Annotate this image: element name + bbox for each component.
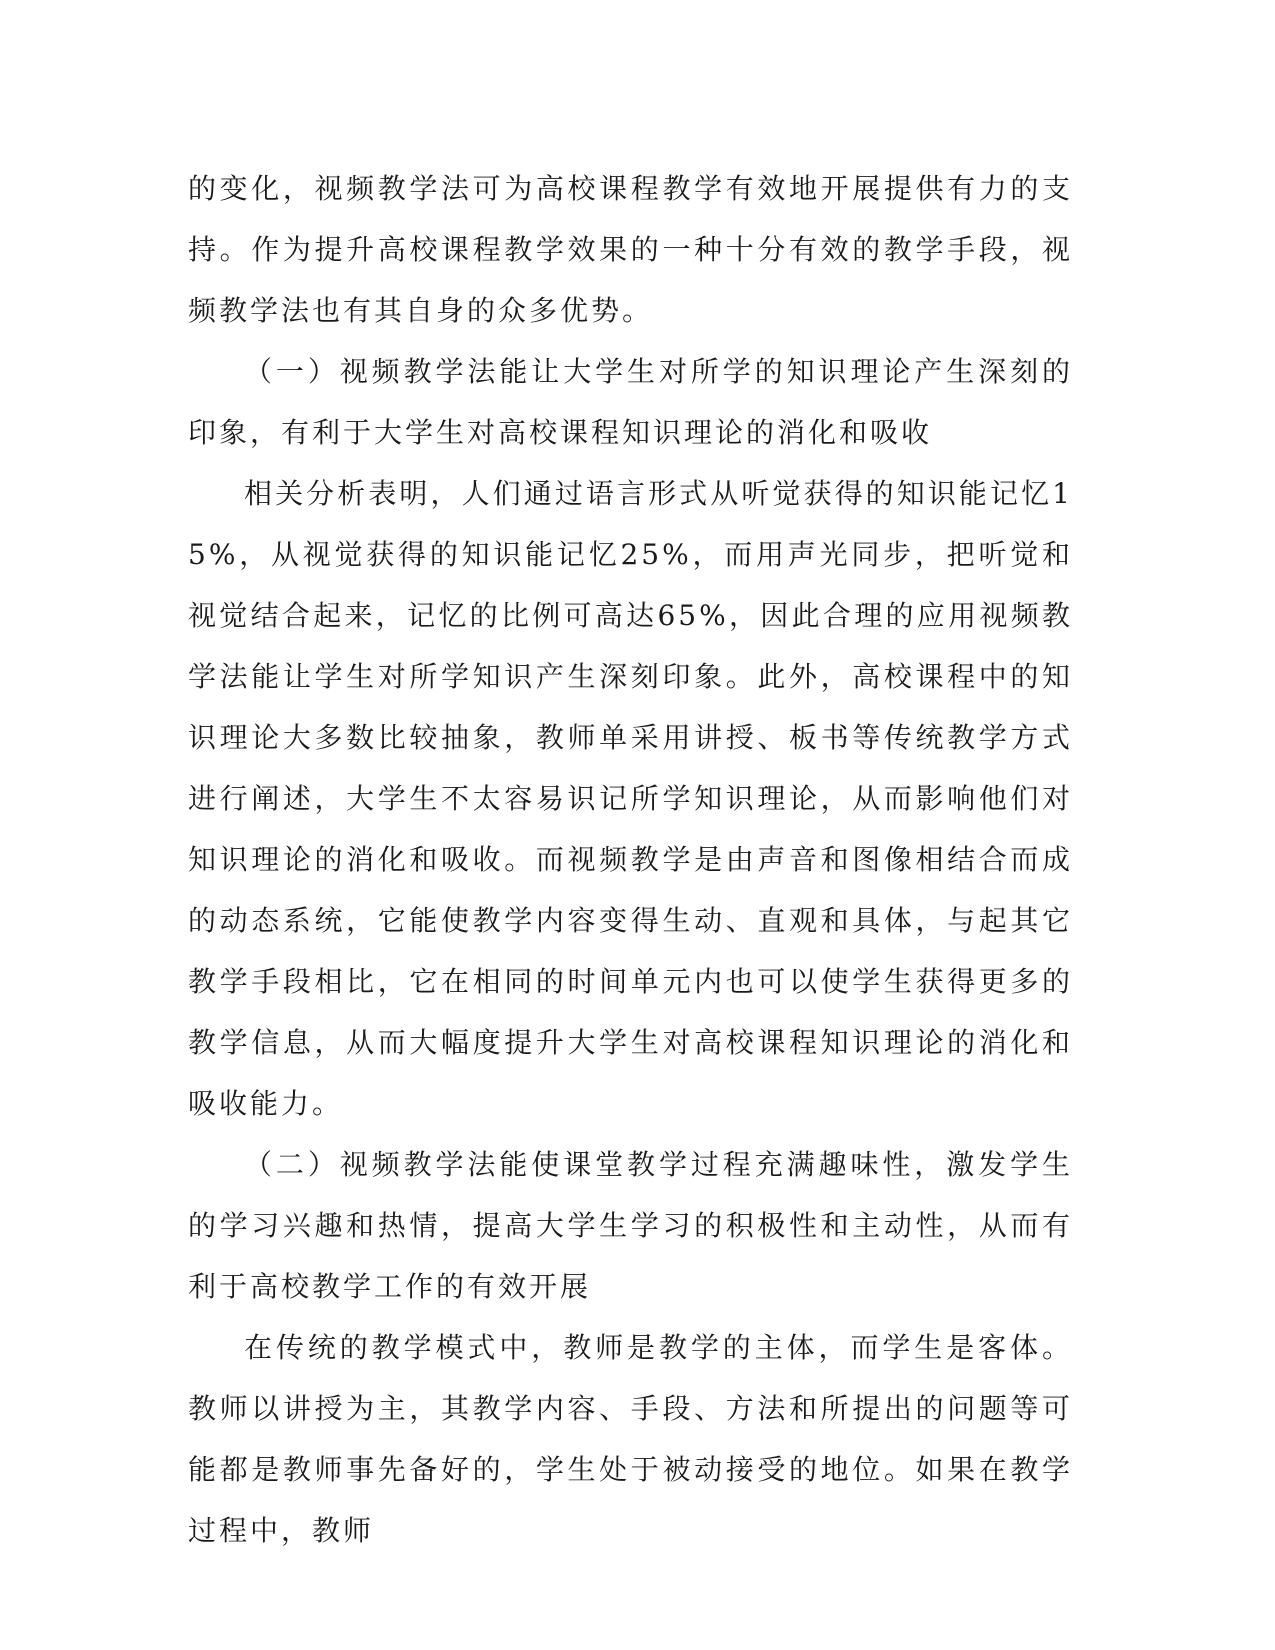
paragraph-continuation: 的变化，视频教学法可为高校课程教学有效地开展提供有力的支持。作为提升高校课程教学效果的一种十分有效的教学手段，视频教学法也有其自身的众多优势。 — [188, 172, 1073, 327]
section-heading-two: （二）视频教学法能使课堂教学过程充满趣味性，激发学生的学习兴趣和热情，提高大学生学习的积极性和主动性，从而有利于高校教学工作的有效开展 — [188, 1148, 1073, 1303]
paragraph-traditional-model: 在传统的教学模式中，教师是教学的主体，而学生是客体。教师以讲授为主，其教学内容、手段、方法和所提出的问题等可能都是教师事先备好的，学生处于被动接受的地位。如果在教学过程中，教师 — [188, 1331, 1073, 1547]
section-heading-one: （一）视频教学法能让大学生对所学的知识理论产生深刻的印象，有利于大学生对高校课程知识理论的消化和吸收 — [188, 355, 1073, 449]
document-body — [188, 158, 1073, 1561]
paragraph-memory-analysis: 相关分析表明，人们通过语言形式从听觉获得的知识能记忆15%，从视觉获得的知识能记忆25%，而用声光同步，把听觉和视觉结合起来，记忆的比例可高达65%，因此合理的应用视频教学法能让学生对所学知识产生深刻印象。此外，高校课程中的知识理论大多数比较抽象，教师单采用讲授、板书等传统教学方式进行阐述，大学生不太容易识记所学知识理论，从而影响他们对知识理论的消化和吸收。而视频教学是由声音和图像相结合而成的动态系统，它能使教学内容变得生动、直观和具体，与起其它教学手段相比，它在相同的时间单元内也可以使学生获得更多的教学信息，从而大幅度提升大学生对高校课程知识理论的消化和吸收能力。 — [188, 477, 1073, 1120]
